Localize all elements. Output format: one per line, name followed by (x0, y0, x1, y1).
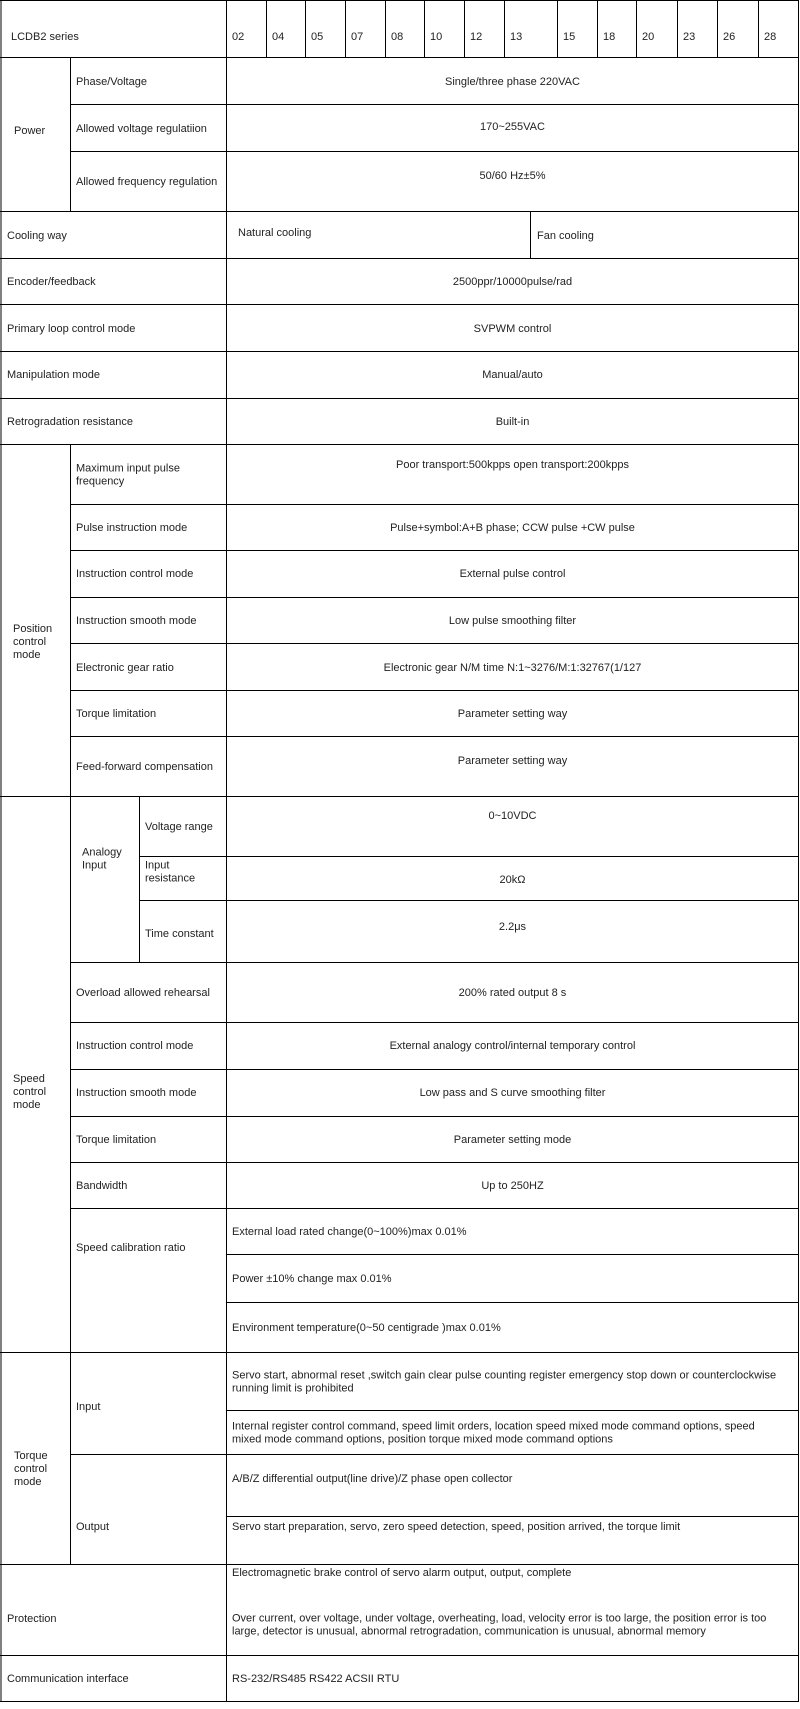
model-number: 08 (391, 31, 404, 43)
protection-value: Over current, over voltage, under voltage, overheating, load, velocity error is too large, the position error is too large, detector is unusual, abnormal retrogradation, communication is unusual, abnormal memory (232, 1612, 767, 1638)
row-value: 20kΩ (499, 874, 526, 886)
row-value: External analogy control/internal temporary control (389, 1040, 636, 1052)
row-label: Cooling way (7, 230, 67, 242)
row-label: Output (76, 1521, 110, 1533)
row-label: Time constant (145, 928, 214, 940)
row-value: 0~10VDC (488, 810, 537, 822)
model-number: 02 (232, 31, 245, 43)
row-label: Allowed voltage regulatiion (76, 123, 207, 135)
model-number: 20 (642, 31, 655, 43)
calibration-value: Power ±10% change max 0.01% (232, 1273, 392, 1285)
group-label-speed: Speed control mode (13, 1073, 47, 1111)
row-value: 170~255VAC (480, 121, 545, 133)
model-number: 05 (311, 31, 324, 43)
row-value: Poor transport:500kpps open transport:200kpps (396, 459, 629, 471)
row-value: Electronic gear N/M time N:1~3276/M:1:32767(1/127 (383, 662, 642, 674)
model-number: 12 (470, 31, 483, 43)
model-number: 10 (430, 31, 443, 43)
torque-output-value: A/B/Z differential output(line drive)/Z phase open collector (232, 1473, 513, 1485)
row-value: 50/60 Hz±5% (479, 170, 546, 182)
row-label: Primary loop control mode (7, 323, 136, 335)
row-value: Low pulse smoothing filter (448, 615, 577, 627)
row-value: Parameter setting way (457, 708, 568, 720)
row-value: Low pass and S curve smoothing filter (419, 1087, 606, 1099)
row-label: Encoder/feedback (7, 276, 96, 288)
row-label: Input (76, 1401, 101, 1413)
cooling-fan: Fan cooling (537, 230, 594, 242)
row-value: External pulse control (459, 568, 566, 580)
row-label: Feed-forward compensation (76, 761, 213, 773)
row-label: Input resistance (145, 859, 196, 885)
torque-input-value: Servo start, abnormal reset ,switch gain clear pulse counting register emergency stop down or counterclockwise running limit is prohibited (232, 1369, 777, 1395)
row-label: Maximum input pulse frequency (76, 462, 180, 488)
model-number: 23 (683, 31, 696, 43)
row-label: Retrogradation resistance (7, 416, 133, 428)
group-label-position: Position control mode (13, 623, 53, 661)
row-label: Phase/Voltage (76, 76, 147, 88)
row-label: Voltage range (145, 821, 213, 833)
calibration-value: External load rated change(0~100%)max 0.01% (232, 1226, 467, 1238)
torque-output-value: Servo start preparation, servo, zero speed detection, speed, position arrived, the torque limit (232, 1521, 681, 1533)
model-number: 04 (272, 31, 285, 43)
row-label: Bandwidth (76, 1180, 128, 1192)
row-label: Manipulation mode (7, 369, 100, 381)
row-label: Instruction smooth mode (76, 615, 197, 627)
row-value: 200% rated output 8 s (458, 987, 567, 999)
torque-input-value: Internal register control command, speed limit orders, location speed mixed mode command options, speed mixed mode command options, position torque mixed mode command options (232, 1420, 755, 1446)
row-label: Pulse instruction mode (76, 522, 188, 534)
model-number: 13 (510, 31, 523, 43)
group-label-torque: Torque control mode (14, 1450, 48, 1488)
row-label: Protection (7, 1613, 57, 1625)
row-label: Allowed frequency regulation (76, 176, 218, 188)
model-number: 15 (563, 31, 576, 43)
row-label: Torque limitation (76, 708, 157, 720)
row-value: Pulse+symbol:A+B phase; CCW pulse +CW pulse (390, 522, 635, 534)
row-label: Torque limitation (76, 1134, 157, 1146)
row-label: Instruction control mode (76, 568, 194, 580)
model-number: 28 (764, 31, 777, 43)
row-value: Parameter setting way (457, 755, 568, 767)
communication-value: RS-232/RS485 RS422 ACSII RTU (232, 1673, 400, 1685)
row-value: SVPWM control (473, 323, 552, 335)
group-label-power: Power (14, 125, 46, 137)
calibration-value: Environment temperature(0~50 centigrade )max 0.01% (232, 1322, 501, 1334)
row-label: Overload allowed rehearsal (76, 987, 210, 999)
series-title: LCDB2 series (11, 31, 79, 43)
row-value: Parameter setting mode (453, 1134, 572, 1146)
row-value: Up to 250HZ (481, 1180, 544, 1192)
row-label: Instruction control mode (76, 1040, 194, 1052)
row-value: 2.2μs (498, 921, 527, 933)
model-number: 07 (351, 31, 364, 43)
row-value: Built-in (495, 416, 530, 428)
model-number: 26 (723, 31, 736, 43)
row-label: Instruction smooth mode (76, 1087, 197, 1099)
row-label: Electronic gear ratio (76, 662, 174, 674)
row-value: Single/three phase 220VAC (445, 76, 580, 88)
analog-input-label: Analogy Input (82, 846, 122, 872)
cooling-natural: Natural cooling (238, 227, 312, 239)
model-number: 18 (603, 31, 616, 43)
row-value: 2500ppr/10000pulse/rad (452, 276, 573, 288)
row-value: Manual/auto (482, 369, 543, 381)
row-label: Speed calibration ratio (76, 1242, 186, 1254)
torque-output-value: Electromagnetic brake control of servo alarm output, output, complete (232, 1567, 572, 1579)
row-label: Communication interface (7, 1673, 129, 1685)
